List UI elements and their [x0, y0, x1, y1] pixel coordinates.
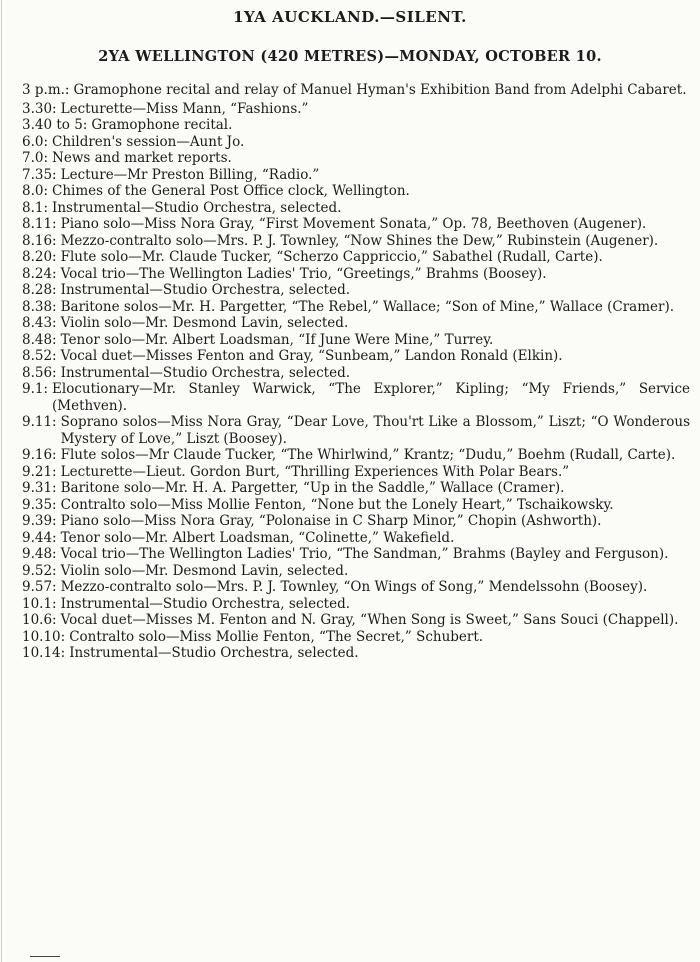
entry-text: Gramophone recital and relay of Manuel Hyman's Exhibition Band from Adelphi Cabaret. [73, 82, 687, 98]
programme-entry [22, 447, 690, 464]
programme-entry [22, 348, 690, 365]
programme-entry [22, 612, 690, 629]
entry-text: Vocal duet—Misses Fenton and Gray, “Sunbeam,” Landon Ronald (Elkin). [60, 348, 563, 364]
entry-time: 9.48: [22, 546, 57, 562]
programme-entry [22, 381, 690, 414]
entry-text: Piano solo—Miss Nora Gray, “First Movement Sonata,” Op. 78, Beethoven (Augener). [60, 216, 647, 232]
programme-entry [22, 299, 690, 316]
clipping-edge [1, 0, 2, 962]
station-1ya-heading: 1YA AUCKLAND.—SILENT. [233, 8, 467, 26]
programme-entry [22, 513, 690, 530]
entry-text: Flute solo—Mr. Claude Tucker, “Scherzo Cappriccio,” Sabathel (Rudall, Carte). [60, 249, 603, 265]
entry-text: Baritone solos—Mr. H. Pargetter, “The Rebel,” Wallace; “Son of Mine,” Wallace (Cramer). [60, 298, 674, 315]
entry-time: 7.35: [22, 166, 57, 183]
programme-entry [22, 645, 690, 662]
entry-time: 9.44: [22, 529, 57, 546]
programme-entry [22, 480, 690, 497]
entry-text: Children's session—Aunt Jo. [52, 133, 245, 150]
entry-text: Contralto solo—Miss Mollie Fenton, “The Secret,” Schubert. [69, 628, 484, 645]
entry-time: 9.39: [22, 513, 57, 529]
entry-time: 8.43: [22, 315, 57, 331]
entry-text: Violin solo—Mr. Desmond Lavin, selected. [60, 315, 349, 331]
entry-text: Soprano solos—Miss Nora Gray, “Dear Love, Thou'rt Like a Blossom,” Liszt; “O Wonderous Mystery of Love,” Liszt (Boosey). [60, 414, 690, 447]
entry-time: 9.35: [22, 496, 57, 513]
programme-entry [22, 216, 690, 233]
entry-time: 9.31: [22, 480, 57, 496]
entry-time: 9.21: [22, 463, 57, 480]
entry-time: 9.11: [22, 414, 57, 430]
entry-time: 3.40 to 5: [22, 117, 88, 133]
entry-time: 10.6: [22, 612, 57, 628]
programme-entry [22, 315, 690, 332]
programme-entry [22, 530, 690, 547]
programme-entry [22, 249, 690, 266]
programme-entry [22, 365, 690, 382]
entry-time: 8.0: [22, 183, 49, 199]
entry-text: Gramophone recital. [91, 117, 233, 133]
entry-text: Contralto solo—Miss Mollie Fenton, “None but the Lonely Heart,” Tschaikowsky. [60, 496, 614, 513]
entry-text: Flute solos—Mr Claude Tucker, “The Whirlwind,” Krantz; “Dudu,” Boehm (Rudall, Carte). [60, 447, 676, 463]
entry-text: Tenor solo—Mr. Albert Loadsman, “Colinette,” Wakefield. [60, 529, 455, 546]
entry-time: 8.48: [22, 331, 57, 348]
entry-time: 8.11: [22, 216, 57, 232]
entry-text: Lecturette—Lieut. Gordon Burt, “Thrilling Experiences With Polar Bears.” [60, 463, 570, 480]
entry-time: 6.0: [22, 133, 49, 150]
programme-entry [22, 596, 690, 613]
entry-text: Chimes of the General Post Office clock, Wellington. [52, 183, 410, 199]
programme-entry [22, 200, 690, 217]
programme-entry [22, 579, 690, 596]
entry-time: 9.52: [22, 562, 57, 579]
programme-entry [22, 183, 690, 200]
programme-entry [22, 629, 690, 646]
entry-time: 8.38: [22, 298, 57, 315]
entry-time: 9.1: [22, 381, 49, 397]
bottom-rule [30, 956, 60, 957]
programme-entry [22, 563, 690, 580]
entry-time: 8.1: [22, 199, 49, 216]
entry-text: Instrumental—Studio Orchestra, selected. [60, 282, 350, 298]
entry-time: 10.1: [22, 595, 57, 612]
entry-text: Baritone solo—Mr. H. A. Pargetter, “Up in the Saddle,” Wallace (Cramer). [60, 480, 565, 496]
entry-text: Vocal trio—The Wellington Ladies' Trio, “The Sandman,” Brahms (Bayley and Ferguson). [60, 546, 669, 562]
entry-text: Instrumental—Studio Orchestra, selected. [60, 364, 350, 381]
programme-entry [22, 233, 690, 250]
entry-time: 9.57: [22, 579, 57, 595]
entry-time: 3 p.m.: [22, 82, 70, 98]
entry-time: 8.56: [22, 364, 57, 381]
programme-entry [22, 546, 690, 563]
entry-text: Violin solo—Mr. Desmond Lavin, selected. [60, 562, 349, 579]
programme-entry [22, 167, 690, 184]
entry-time: 8.52: [22, 348, 57, 364]
entry-text: Instrumental—Studio Orchestra, selected. [52, 199, 342, 216]
entry-time: 7.0: [22, 150, 49, 166]
entry-text: Tenor solo—Mr. Albert Loadsman, “If June Were Mine,” Turrey. [60, 331, 494, 348]
entry-text: Piano solo—Miss Nora Gray, “Polonaise in C Sharp Minor,” Chopin (Ashworth). [60, 513, 602, 529]
entry-text: Lecture—Mr Preston Billing, “Radio.” [60, 166, 320, 183]
entry-text: Vocal duet—Misses M. Fenton and N. Gray, “When Song is Sweet,” Sans Souci (Chappell). [60, 612, 679, 628]
entry-text: Lecturette—Miss Mann, “Fashions.” [60, 100, 309, 117]
entry-text: Vocal trio—The Wellington Ladies' Trio, “Greetings,” Brahms (Boosey). [60, 265, 547, 282]
programme-entry [22, 101, 690, 118]
programme-entry [22, 266, 690, 283]
station-2ya-heading: 2YA WELLINGTON (420 METRES)—MONDAY, OCTOBER 10. [98, 48, 602, 65]
programme-entry [22, 150, 690, 167]
entry-text: Instrumental—Studio Orchestra, selected. [60, 595, 350, 612]
programme-entry [22, 82, 690, 99]
entry-time: 8.16: [22, 232, 57, 249]
entry-text: Mezzo-contralto solo—Mrs. P. J. Townley, “On Wings of Song,” Mendelssohn (Boosey). [60, 579, 648, 595]
programme-entry [22, 134, 690, 151]
entry-text: Elocutionary—Mr. Stanley Warwick, “The Explorer,” Kipling; “My Friends,” Service (Methven). [52, 381, 690, 414]
programme-entry [22, 282, 690, 299]
entry-time: 3.30: [22, 100, 57, 117]
entry-time: 8.24: [22, 265, 57, 282]
entry-time: 8.20: [22, 249, 57, 265]
entry-text: Instrumental—Studio Orchestra, selected. [69, 645, 359, 661]
entry-time: 8.28: [22, 282, 57, 298]
programme-list [22, 82, 690, 662]
entry-time: 10.14: [22, 645, 66, 661]
entry-text: Mezzo-contralto solo—Mrs. P. J. Townley, “Now Shines the Dew,” Rubinstein (Augener). [60, 232, 659, 249]
programme-entry [22, 332, 690, 349]
programme-entry [22, 464, 690, 481]
programme-entry [22, 414, 690, 447]
entry-time: 9.16: [22, 447, 57, 463]
entry-text: News and market reports. [52, 150, 232, 166]
entry-time: 10.10: [22, 628, 66, 645]
programme-entry [22, 117, 690, 134]
programme-entry [22, 497, 690, 514]
